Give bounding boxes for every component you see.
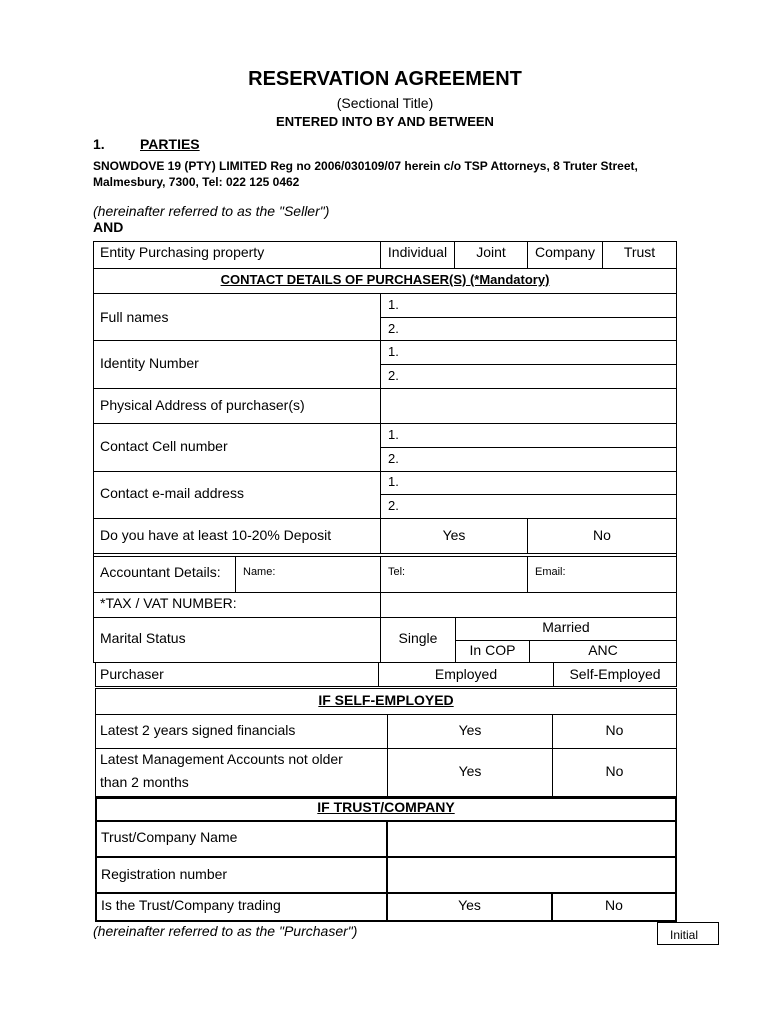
page-title: RESERVATION AGREEMENT [248,68,522,90]
full-names-field-1[interactable]: 1. [388,297,399,312]
entity-option-individual[interactable]: Individual [387,244,448,260]
financials-yes[interactable]: Yes [458,722,482,738]
physical-address-field[interactable] [381,389,676,423]
trading-label: Is the Trust/Company trading [101,897,281,913]
entity-option-joint[interactable]: Joint [476,244,506,260]
purchaser-employed-option[interactable]: Employed [434,666,498,682]
seller-details-line1: SNOWDOVE 19 (PTY) LIMITED Reg no 2006/030109/07 herein c/o TSP Attorneys, 8 Truter Street, [93,159,638,173]
seller-details-line2: Malmesbury, 7300, Tel: 022 125 0462 [93,175,300,189]
accountant-name-field[interactable]: Name: [243,566,276,578]
accountant-tel-field[interactable]: Tel: [388,566,406,578]
section-title: PARTIES [140,136,200,152]
signed-financials-label: Latest 2 years signed financials [100,722,296,738]
deposit-no[interactable]: No [593,527,611,543]
purchaser-self-employed-option[interactable]: Self-Employed [569,666,661,682]
initial-label: Initial [670,928,699,942]
marital-in-cop-option[interactable]: In COP [469,642,516,658]
entity-option-trust[interactable]: Trust [623,244,656,260]
email-field-1[interactable]: 1. [388,474,399,489]
marital-single-option[interactable]: Single [398,630,438,646]
subtitle: (Sectional Title) [336,95,434,111]
deposit-label: Do you have at least 10-20% Deposit [100,527,332,543]
cell-field-1[interactable]: 1. [388,427,399,442]
entity-label: Entity Purchasing property [100,244,265,260]
physical-address-label: Physical Address of purchaser(s) [100,397,305,413]
entered-into: ENTERED INTO BY AND BETWEEN [276,114,494,129]
section-number: 1. [93,136,105,152]
full-names-label: Full names [100,309,169,325]
marital-anc-option[interactable]: ANC [588,642,618,658]
cell-field-2[interactable]: 2. [388,451,399,466]
financials-no[interactable]: No [605,722,624,738]
management-accounts-label-line1: Latest Management Accounts not older [100,751,343,767]
self-employed-header: IF SELF-EMPLOYED [318,692,454,708]
full-names-field-2[interactable]: 2. [388,321,399,336]
entity-option-company[interactable]: Company [535,244,595,260]
accountant-details-label: Accountant Details: [100,564,221,580]
identity-field-1[interactable]: 1. [388,344,399,359]
registration-number-field[interactable] [388,858,675,892]
contact-email-label: Contact e-mail address [100,485,244,501]
tax-vat-label: *TAX / VAT NUMBER: [100,595,237,611]
seller-reference: (hereinafter referred to as the "Seller") [93,203,330,219]
management-accounts-label-line2: than 2 months [100,774,189,790]
management-accounts-no[interactable]: No [605,763,624,779]
tax-vat-field[interactable] [381,593,676,617]
purchaser-label: Purchaser [100,666,164,682]
contact-details-header: CONTACT DETAILS OF PURCHASER(S) (*Mandatory) [220,272,550,287]
accountant-email-field[interactable]: Email: [535,566,566,578]
trading-yes[interactable]: Yes [458,897,481,913]
trust-company-header: IF TRUST/COMPANY [317,799,455,815]
trust-company-name-label: Trust/Company Name [101,829,238,845]
initial-box[interactable] [657,922,719,945]
registration-number-label: Registration number [101,866,228,882]
identity-number-label: Identity Number [100,355,199,371]
marital-married-label: Married [542,619,590,635]
contact-cell-label: Contact Cell number [100,438,228,454]
marital-status-label: Marital Status [100,630,186,646]
trust-company-name-field[interactable] [388,822,675,856]
trading-no[interactable]: No [605,897,623,913]
and-label: AND [93,219,124,235]
deposit-yes[interactable]: Yes [442,527,466,543]
email-field-2[interactable]: 2. [388,498,399,513]
identity-field-2[interactable]: 2. [388,368,399,383]
purchaser-reference: (hereinafter referred to as the "Purchaser") [93,923,358,939]
management-accounts-yes[interactable]: Yes [458,763,482,779]
